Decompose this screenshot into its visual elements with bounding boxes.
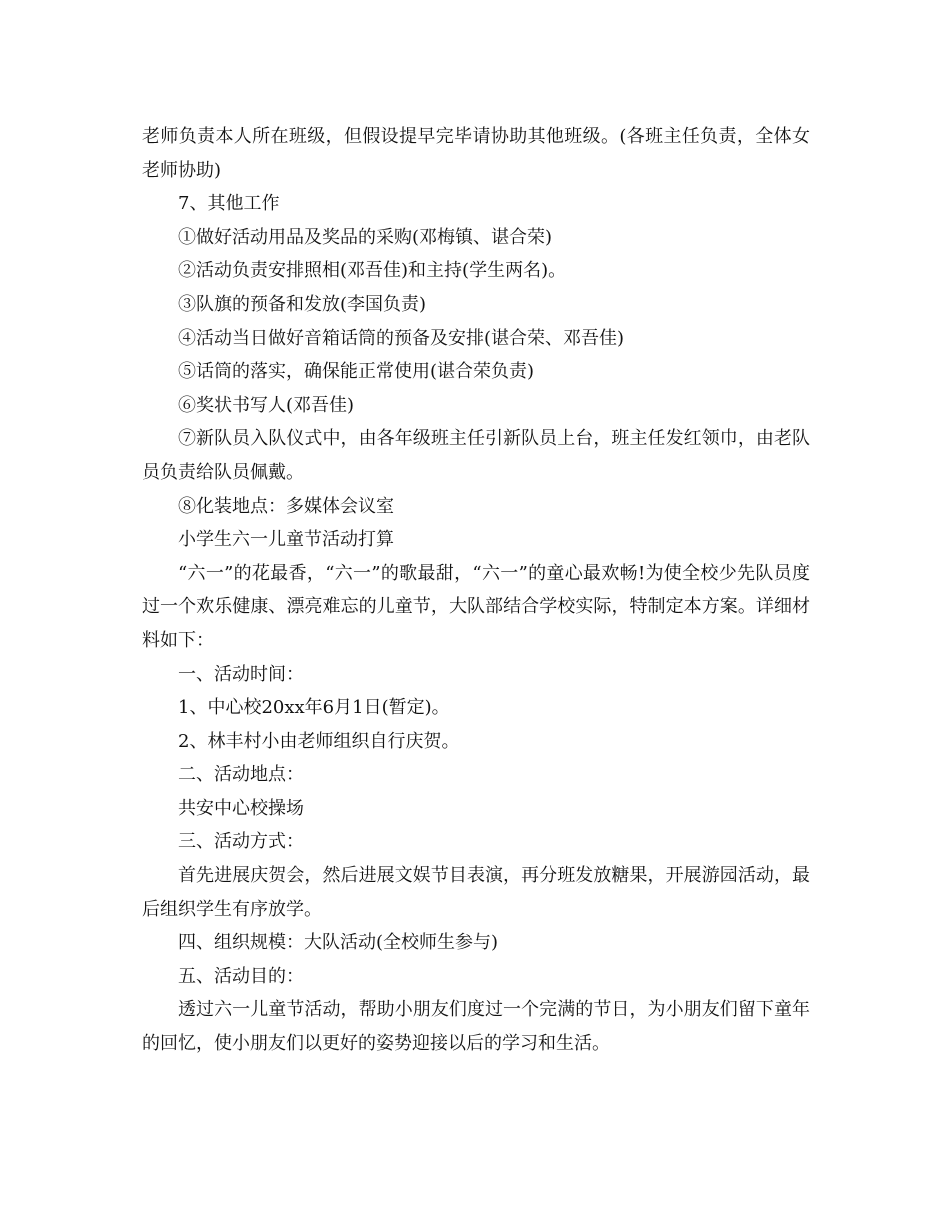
list-item-2: ②活动负责安排照相(邓吾佳)和主持(学生两名)。	[178, 260, 567, 282]
location-text: 共安中心校操场	[178, 797, 304, 819]
paragraph-other-work-heading: 7、其他工作	[178, 193, 280, 215]
intro-paragraph: “六一”的花最香，“六一”的歌最甜，“六一”的童心最欢畅!为使全校少先队员度过一个欢乐健康、漂亮难忘的儿童节，大队部结合学校实际，特制定本方案。详细材料如下：	[142, 562, 810, 651]
method-text: 首先进展庆贺会，然后进展文娱节目表演，再分班发放糖果，开展游园活动，最后组织学生有序放学。	[142, 865, 810, 920]
list-item-7: ⑦新队员入队仪式中，由各年级班主任引新队员上台，班主任发红领巾，由老队员负责给队员佩戴。	[142, 428, 810, 483]
heading-activity-time: 一、活动时间：	[178, 663, 304, 685]
list-item-8: ⑧化装地点：多媒体会议室	[178, 495, 394, 517]
section-title: 小学生六一儿童节活动打算	[178, 529, 394, 551]
time-item-2: 2、林丰村小由老师组织自行庆贺。	[178, 730, 460, 752]
list-item-6: ⑥奖状书写人(邓吾佳)	[178, 394, 355, 416]
time-item-1: 1、中心校20xx年6月1日(暂定)。	[178, 697, 450, 719]
heading-activity-purpose: 五、活动目的：	[178, 965, 304, 987]
paragraph-continuation: 老师负责本人所在班级，但假设提早完毕请协助其他班级。(各班主任负责，全体女老师协助)	[142, 126, 810, 181]
list-item-1: ①做好活动用品及奖品的采购(邓梅镇、谌合荣)	[178, 226, 553, 248]
purpose-text: 透过六一儿童节活动，帮助小朋友们度过一个完满的节日，为小朋友们留下童年的回忆，使小朋友们以更好的姿势迎接以后的学习和生活。	[142, 999, 810, 1055]
list-item-5: ⑤话筒的落实，确保能正常使用(谌合荣负责)	[178, 361, 535, 383]
document-body	[142, 120, 810, 1061]
heading-activity-location: 二、活动地点：	[178, 764, 304, 786]
list-item-4: ④活动当日做好音箱话筒的预备及安排(谌合荣、邓吾佳)	[178, 327, 625, 349]
heading-activity-method: 三、活动方式：	[178, 831, 304, 853]
organization-scale: 四、组织规模：大队活动(全校师生参与)	[178, 932, 499, 954]
list-item-3: ③队旗的预备和发放(李国负责)	[178, 293, 427, 315]
